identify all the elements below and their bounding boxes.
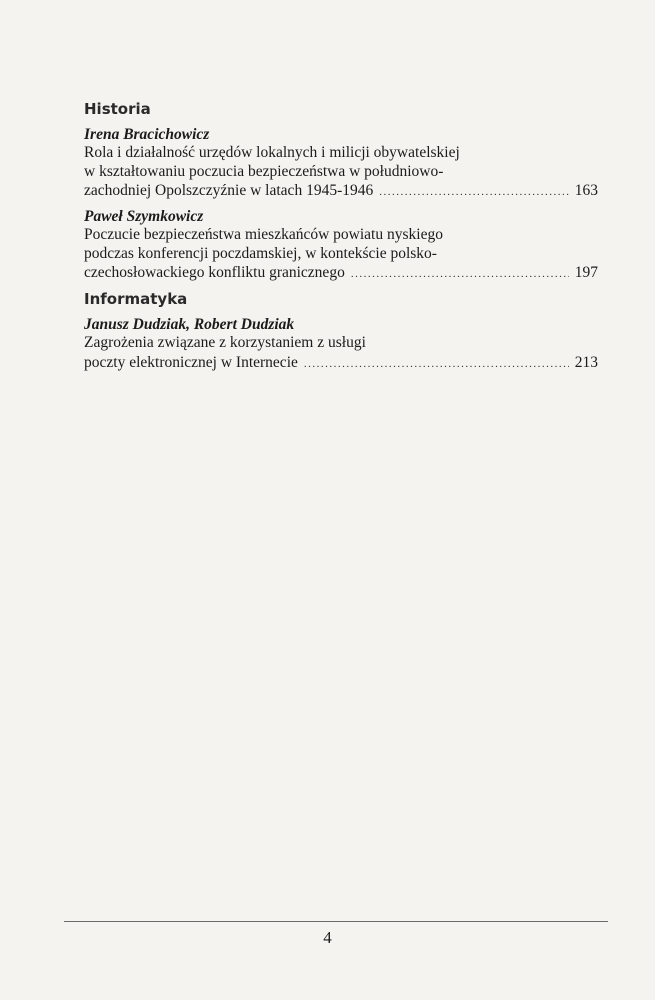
entry-title-line: Rola i działalność urzędów lokalnych i milicji obywatelskiej	[84, 144, 460, 161]
section-informatyka	[84, 290, 598, 374]
dot-leader	[304, 355, 569, 374]
entry-page-number: 163	[574, 182, 598, 199]
entry-page-number: 213	[574, 353, 598, 371]
section-heading: Informatyka	[84, 290, 188, 308]
entry-author: Irena Bracichowicz	[84, 126, 210, 143]
toc-entry	[84, 316, 598, 374]
entry-title-last-line	[84, 353, 598, 374]
entry-title-line: Poczucie bezpieczeństwa mieszkańców powiatu nyskiego	[84, 226, 443, 243]
toc-entry	[84, 126, 598, 202]
footer-divider	[64, 921, 608, 922]
dot-leader	[351, 265, 569, 284]
table-of-contents	[84, 100, 598, 380]
entry-title-line: poczty elektronicznej w Internecie	[84, 353, 298, 371]
dot-leader	[379, 183, 569, 202]
toc-entry	[84, 208, 598, 284]
entry-title-line: Zagrożenia związane z korzystaniem z usługi	[84, 334, 366, 351]
entry-title-line: w kształtowaniu poczucia bezpieczeństwa w południowo-	[84, 162, 444, 180]
section-historia	[84, 100, 598, 284]
entry-author: Paweł Szymkowicz	[84, 208, 204, 225]
entry-author: Janusz Dudziak, Robert Dudziak	[84, 316, 295, 333]
entry-title-line: podczas konferencji poczdamskiej, w kontekście polsko-	[84, 244, 437, 262]
page-number: 4	[323, 928, 332, 947]
entry-title-line: zachodniej Opolszczyźnie w latach 1945-1946	[84, 182, 374, 199]
entry-title-last-line	[84, 181, 598, 202]
entry-title-line: czechosłowackiego konfliktu granicznego	[84, 264, 345, 281]
entry-page-number: 197	[574, 264, 598, 281]
entry-title-last-line	[84, 263, 598, 284]
section-heading: Historia	[84, 100, 151, 118]
